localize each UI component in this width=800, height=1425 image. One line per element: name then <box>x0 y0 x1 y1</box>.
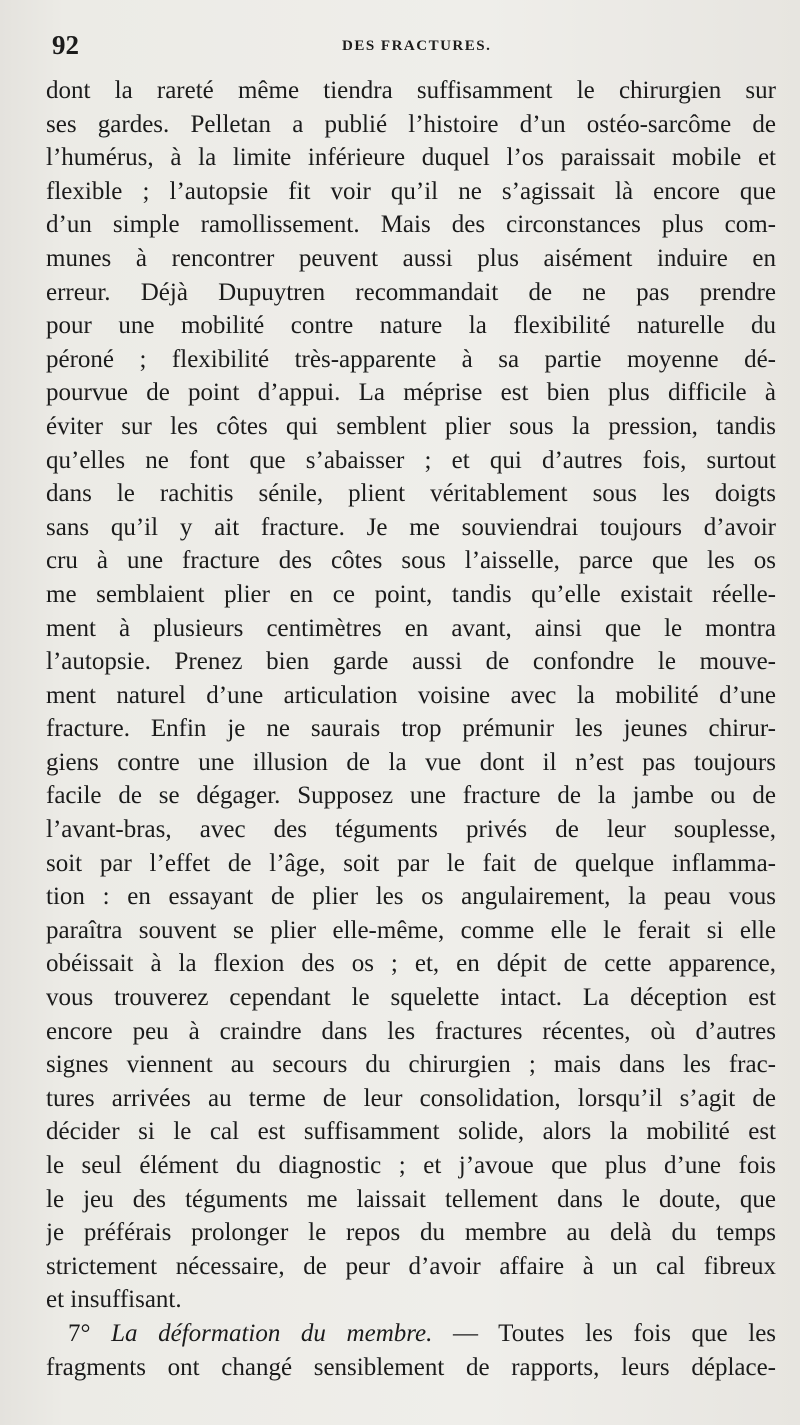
text-line: fracture. Enfin je ne saurais trop prémunir les jeunes chirur- <box>46 715 776 743</box>
text-line: paraîtra souvent se plier elle-même, comme elle le ferait si elle <box>46 916 776 944</box>
section-heading-line <box>46 1317 776 1351</box>
text-line: pour une mobilité contre nature la flexibilité naturelle du <box>46 312 776 340</box>
text-line: décider si le cal est suffisamment solide, alors la mobilité est <box>46 1118 776 1146</box>
text-line: soit par l’effet de l’âge, soit par le fait de quelque inflamma- <box>46 849 776 877</box>
text-line: je préférais prolonger le repos du membre au delà du temps <box>46 1219 776 1247</box>
section-number: 7° <box>68 1319 91 1347</box>
text-line: vous trouverez cependant le squelette intact. La déception est <box>46 984 776 1012</box>
page-header <box>52 30 770 64</box>
body-text <box>46 74 776 1384</box>
running-title: DES FRACTURES. <box>342 38 492 54</box>
paragraph <box>46 74 776 1317</box>
text-line: tures arrivées au terme de leur consolidation, lorsqu’il s’agit de <box>46 1084 776 1112</box>
text-line: péroné ; flexibilité très-apparente à sa partie moyenne dé- <box>46 345 776 373</box>
text-line: erreur. Déjà Dupuytren recommandait de ne pas prendre <box>46 278 776 306</box>
text-line: facile de se dégager. Supposez une fracture de la jambe ou de <box>46 782 776 810</box>
text-line: fragments ont changé sensiblement de rapports, leurs déplace- <box>46 1353 776 1381</box>
text-line: signes viennent au secours du chirurgien ; mais dans les frac- <box>46 1051 776 1079</box>
text-line: ses gardes. Pelletan a publié l’histoire d’un ostéo-sarcôme de <box>46 110 776 138</box>
text-line: obéissait à la flexion des os ; et, en dépit de cette apparence, <box>46 950 776 978</box>
text-line: l’autopsie. Prenez bien garde aussi de confondre le mouve- <box>46 648 776 676</box>
text-line: munes à rencontrer peuvent aussi plus aisément induire en <box>46 244 776 272</box>
text-line: flexible ; l’autopsie fit voir qu’il ne s’agissait là encore que <box>46 177 776 205</box>
text-line: dans le rachitis sénile, plient véritablement sous les doigts <box>46 480 776 508</box>
text-line: strictement nécessaire, de peur d’avoir affaire à un cal fibreux <box>46 1252 776 1280</box>
text-line: cru à une fracture des côtes sous l’aisselle, parce que les os <box>46 547 776 575</box>
text-line: encore peu à craindre dans les fractures récentes, où d’autres <box>46 1017 776 1045</box>
text-line: l’humérus, à la limite inférieure duquel l’os paraissait mobile et <box>46 144 776 172</box>
text-line: qu’elles ne font que s’abaisser ; et qui d’autres fois, surtout <box>46 446 776 474</box>
text-line: tion : en essayant de plier les os angulairement, la peau vous <box>46 883 776 911</box>
page-number: 92 <box>52 30 79 60</box>
text-line: l’avant-bras, avec des téguments privés de leur souplesse, <box>46 816 776 844</box>
text-line: et insuffisant. <box>46 1286 182 1314</box>
text-line: d’un simple ramollissement. Mais des circonstances plus com- <box>46 211 776 239</box>
section-first-line-text: — Toutes les fois que les <box>453 1319 776 1347</box>
text-line: éviter sur les côtes qui semblent plier sous la pression, tandis <box>46 412 776 440</box>
text-line: le seul élément du diagnostic ; et j’avoue que plus d’une fois <box>46 1152 776 1179</box>
text-line: ment à plusieurs centimètres en avant, ainsi que le montra <box>46 614 776 642</box>
text-line: me semblaient plier en ce point, tandis qu’elle existait réelle- <box>46 580 776 608</box>
text-line: giens contre une illusion de la vue dont il n’est pas toujours <box>46 748 776 776</box>
text-line: sans qu’il y ait fracture. Je me souviendrai toujours d’avoir <box>46 513 776 541</box>
text-line: dont la rareté même tiendra suffisamment le chirurgien sur <box>46 77 776 104</box>
section-title: La déformation du membre. <box>111 1319 433 1347</box>
text-line: ment naturel d’une articulation voisine avec la mobilité d’une <box>46 681 776 709</box>
text-line: pourvue de point d’appui. La méprise est bien plus difficile à <box>46 379 776 407</box>
text-line: le jeu des téguments me laissait tellement dans le doute, que <box>46 1185 776 1213</box>
